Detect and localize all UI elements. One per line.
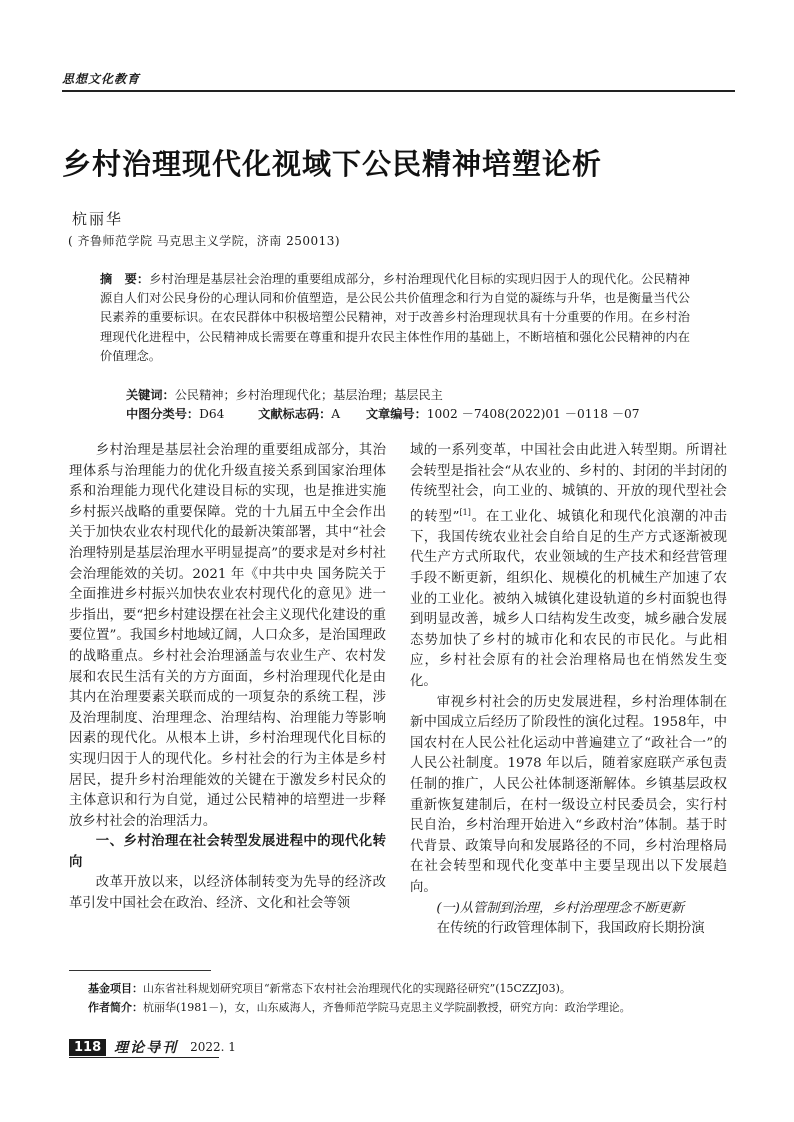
footnote-fund (88, 980, 728, 997)
doc-code-value: A (331, 407, 341, 421)
paragraph (410, 441, 727, 693)
author-name: 杭丽华 (72, 210, 124, 228)
doc-code-label: 文献标志码： (258, 407, 332, 421)
header-rule (62, 90, 735, 92)
footnote-bio (88, 999, 728, 1016)
abstract-text: 乡村治理是基层社会治理的重要组成部分，乡村治理现代化目标的实现归因于人的现代化。公民精神源自人们对公民身份的心理认同和价值塑造，是公民公共价值理念和行为自觉的凝练与升华，也是衡量当代公民素养的重要标识。在农民群体中积极培塑公民精神，对于改善乡村治理现状具有十分重要的作用。在乡村治理现代化进程中，公民精神成长需要在尊重和提升农民主体性作用的基础上，不断培植和强化公民精神的内在价值理念。 (100, 272, 691, 363)
issue-number: 2022. 1 (190, 1040, 236, 1054)
fund-text: 山东省社科规划研究项目“新常态下农村社会治理现代化的实现路径研究”(15CZZJ03)。 (143, 982, 571, 995)
author-affiliation: ( 齐鲁师范学院 马克思主义学院，济南 250013) (68, 234, 341, 248)
paragraph-text: 。在工业化、城镇化和现代化浪潮的冲击下，我国传统农业社会自给自足的生产方式逐渐被现代生产方式所取代，农业领域的生产技术和经营管理手段不断更新，组织化、规模化的机械生产加速了农业的工业化。被纳入城镇化建设轨道的乡村面貌也得到明显改善，城乡人口结构发生改变，城乡融合发展态势加快了乡村的城市化和农民的市民化。与此相应，乡村社会原有的社会治理格局也在悄然发生变化。 (410, 509, 727, 689)
paragraph-text: 域的一系列变革，中国社会由此进入转型期。所谓社会转型是指社会“从农业的、乡村的、封闭的半封闭的传统型社会，向工业的、城镇的、开放的现代型社会的转型” (410, 443, 727, 525)
clc-label: 中图分类号： (126, 407, 200, 421)
body-column-left (69, 441, 386, 915)
paragraph: 改革开放以来，以经济体制转变为先导的经济改革引发中国社会在政治、经济、文化和社会等领 (69, 875, 386, 912)
classification-line (126, 405, 686, 422)
bio-text: 杭丽华(1981－)，女，山东威海人，齐鲁师范学院马克思主义学院副教授，研究方向：政治学理论。 (143, 1001, 631, 1014)
paragraph: 在传统的行政管理体制下，我国政府长期扮演 (436, 921, 705, 937)
section-heading: 一、乡村治理在社会转型发展进程中的现代化转向 (69, 834, 386, 870)
keywords-text: 公民精神；乡村治理现代化；基层治理；基层民主 (174, 388, 443, 402)
footer-rule (69, 1057, 219, 1058)
section-label: 思想文化教育 (62, 72, 141, 86)
body-column-right (410, 441, 727, 940)
article-title: 乡村治理现代化视域下公民精神培塑论析 (62, 147, 603, 181)
paragraph: 乡村治理是基层社会治理的重要组成部分，其治理体系与治理能力的优化升级直接关系到国家治理体系和治理能力现代化建设目标的实现，也是推进实施乡村振兴战略的重要保障。党的十九届五中全会作出关于加快农业农村现代化的最新决策部署，其中“社会治理特别是基层治理水平明显提高”的要求是对乡村社会治理能效的关切。2021 年《中共中央 国务院关于全面推进乡村振兴加快农业农村现代化的意见》进一步指出，要“把乡村建设摆在社会主义现代化建设的重要位置”。我国乡村地域辽阔，人口众多，是治国理政的战略重点。乡村社会治理涵盖与农业生产、农村发展和农民生活有关的方方面面，乡村治理现代化是由其内在治理要素关联而成的一项复杂的系统工程，涉及治理制度、治理理念、治理结构、治理能力等影响因素的现代化。从根本上讲，乡村治理现代化目标的实现归因于人的现代化。乡村社会的行为主体是乡村居民，提升乡村治理能效的关键在于激发乡村民众的主体意识和行为自觉，通过公民精神的培塑进一步释放乡村社会的治理活力。 (69, 443, 386, 829)
article-no-value: 1002 －7408(2022)01 －0118 －07 (426, 407, 640, 421)
page-number: 118 (69, 1039, 106, 1056)
article-no-label: 文章编号： (365, 407, 427, 421)
paragraph: 审视乡村社会的历史发展进程，乡村治理体制在新中国成立后经历了阶段性的演化过程。1958年，中国农村在人民公社化运动中普遍建立了“政社合一”的人民公社制度。1978 年以后，随着家庭联产承包责任制的推广，人民公社体制逐渐解体。乡镇基层政权重新恢复建制后，在村一级设立村民委员会，实行村民自治，乡村治理开始进入“乡政村治”体制。基于时代背景、政策导向和发展路径的不同，乡村治理格局在社会转型和现代化变革中主要呈现出以下发展趋向。 (410, 694, 727, 895)
journal-name: 理论导刊 (114, 1040, 179, 1056)
page-footer (69, 1037, 236, 1057)
keywords-line (126, 386, 443, 403)
keywords-label: 关键词： (126, 388, 175, 402)
citation[interactable]: [1] (459, 507, 471, 517)
clc-value: D64 (199, 407, 225, 421)
abstract (100, 270, 690, 366)
bio-label: 作者简介： (88, 1001, 143, 1014)
footnote-rule (69, 970, 211, 971)
abstract-label: 摘 要： (100, 272, 150, 286)
fund-label: 基金项目： (88, 982, 143, 995)
subsection-heading: (一)从管制到治理，乡村治理理念不断更新 (436, 900, 685, 916)
